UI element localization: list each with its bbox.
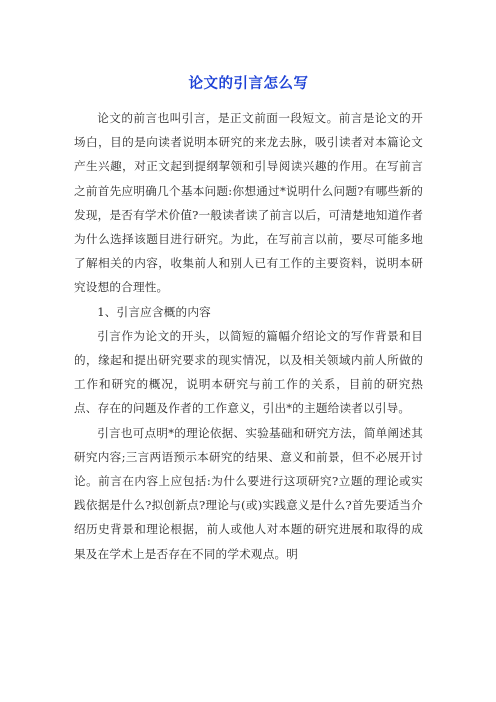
section-heading: 1、引言应含概的内容	[97, 304, 211, 319]
paragraph-content: 引言也可点明*的理论依据、实验基础和研究方法，简单阐述其研究内容;三言两语预示本研究的结果、意义和前景，但不必展开讨论。前言在内容上应包括:为什么要进行这项研究?立题的理论或实践依据是什么?拟创新点?理论与(或)实践意义是什么?首先要适当介绍历史背景和理论根据，前人或他人对本题的研究进展和取得的成果及在学术上是否存在不同的学术观点。明	[74, 425, 423, 561]
paragraph-intro: 论文的前言也叫引言，是正文前面一段短文。前言是论文的开场白，目的是向读者说明本研究的来龙去脉，吸引读者对本篇论文产生兴趣，对正文起到提纲挈领和引导阅读兴趣的作用。在写前言之前首先应明确几个基本问题:你想通过*说明什么问题?有哪些新的发现，是否有学术价值?一般读者读了前言以后，可清楚地知道作者为什么选择该题目进行研究。为此，在写前言以前，要尽可能多地了解相关的内容，收集前人和别人已有工作的主要资料，说明本研究设想的合理性。	[74, 111, 423, 295]
document-title: 论文的引言怎么写	[188, 76, 309, 92]
paragraph-background: 引言作为论文的开头，以简短的篇幅介绍论文的写作背景和目的，缘起和提出研究要求的现实情况，以及相关领域内前人所做的工作和研究的概况，说明本研究与前工作的关系，目前的研究热点、存在的问题及作者的工作意义，引出*的主题给读者以引导。	[74, 328, 423, 416]
